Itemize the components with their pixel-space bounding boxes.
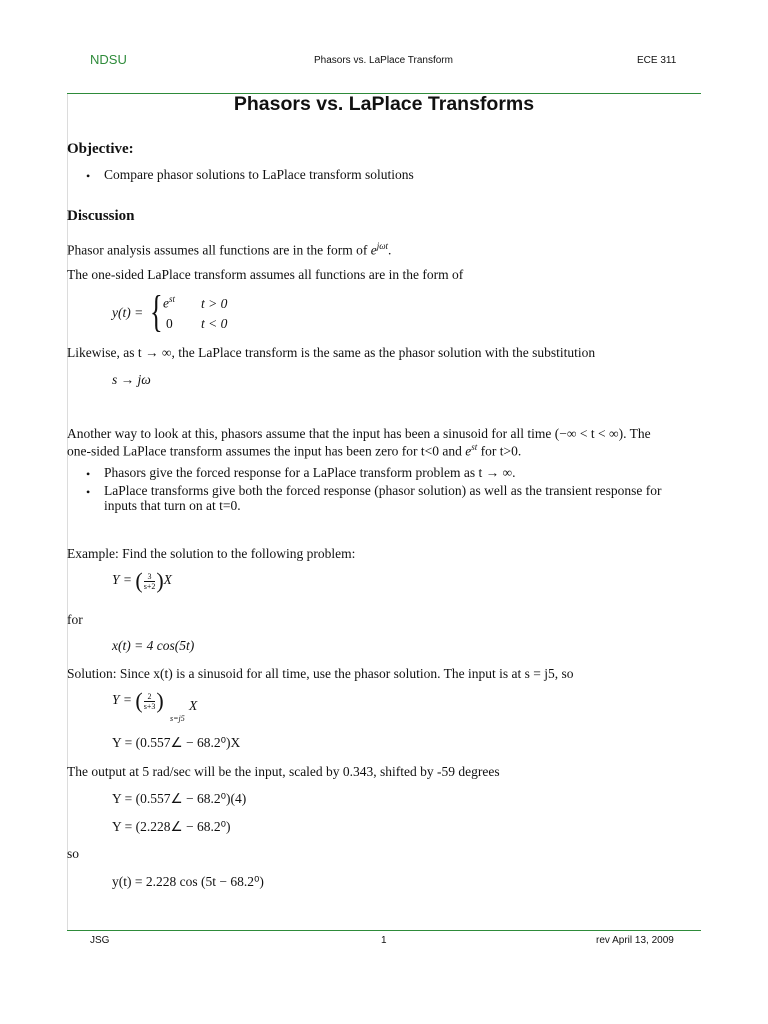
case1-cond-text: t > 0 bbox=[201, 296, 228, 311]
p4-prefix: one-sided LaPlace transform assumes the input has been zero for t<0 and bbox=[67, 443, 466, 459]
eq2 bbox=[112, 638, 194, 654]
case1-e: e bbox=[163, 295, 169, 311]
eq7 bbox=[112, 874, 264, 890]
paren-close: ) bbox=[156, 688, 164, 713]
eq3 bbox=[112, 688, 164, 713]
piecewise-brace: { bbox=[150, 287, 163, 336]
discussion-p4-line2 bbox=[67, 442, 521, 460]
eq3-subscript bbox=[170, 714, 185, 723]
paren-open: ( bbox=[135, 688, 143, 713]
eq3-lhs: Y = bbox=[112, 692, 136, 708]
eq6 bbox=[112, 819, 230, 835]
discussion-bullet1: Phasors give the forced response for a LaPlace transform problem as t → ∞. bbox=[104, 465, 516, 480]
solution-text: Solution: Since x(t) is a sinusoid for all time, use the phasor solution. The input is at s = j5, so bbox=[67, 666, 574, 681]
page-title: Phasors vs. LaPlace Transforms bbox=[233, 93, 535, 115]
eq1-lhs: Y = bbox=[112, 572, 136, 588]
case2-cond-text: t < 0 bbox=[201, 316, 228, 331]
eq4 bbox=[112, 735, 240, 751]
footer-author: JSG bbox=[90, 935, 110, 946]
header-course: ECE 311 bbox=[637, 55, 677, 66]
eq5 bbox=[112, 791, 246, 807]
piecewise-case1-expr bbox=[163, 294, 175, 312]
piecewise-lhs-text: y(t) = bbox=[112, 305, 144, 320]
discussion-heading: Discussion bbox=[67, 208, 135, 224]
eq3-num: 2 bbox=[144, 692, 156, 702]
eq3-rhs bbox=[189, 698, 197, 714]
piecewise-lhs bbox=[112, 305, 143, 321]
piecewise-case2-cond bbox=[201, 316, 227, 332]
header-org: NDSU bbox=[90, 52, 127, 67]
footer-rule bbox=[67, 930, 701, 931]
eq2-text: x(t) = 4 cos(5t) bbox=[112, 638, 195, 653]
eq1-den: s+2 bbox=[143, 581, 156, 591]
discussion-bullet2-line1: LaPlace transforms give both the forced response (phasor solution) as well as the transient response for bbox=[104, 483, 662, 498]
eq6-text: Y = (2.228∠ − 68.2⁰) bbox=[112, 819, 231, 834]
discussion-p2: The one-sided LaPlace transform assumes all functions are in the form of bbox=[67, 267, 464, 282]
header-doc-title: Phasors vs. LaPlace Transform bbox=[314, 55, 453, 66]
p4-e: e bbox=[465, 443, 472, 459]
piecewise-case2-expr: 0 bbox=[166, 316, 173, 331]
substitution-eq bbox=[112, 372, 151, 388]
eq1 bbox=[112, 568, 172, 593]
footer-page-number: 1 bbox=[381, 935, 387, 946]
eq3-fraction bbox=[144, 692, 156, 711]
eq1-fraction bbox=[144, 572, 156, 591]
substitution-text: s → jω bbox=[112, 372, 151, 387]
objective-heading: Objective: bbox=[67, 141, 134, 157]
output-text: The output at 5 rad/sec will be the input, scaled by 0.343, shifted by -59 degrees bbox=[67, 764, 500, 779]
eq4-text: Y = (0.557∠ − 68.2⁰)X bbox=[112, 735, 241, 750]
p1-math: e bbox=[370, 242, 377, 258]
eq1-rhs: X bbox=[163, 572, 172, 588]
paren-close: ) bbox=[156, 568, 164, 593]
bullet-dot: • bbox=[86, 169, 91, 183]
p1-sup: jωt bbox=[376, 241, 389, 251]
footer-revision: rev April 13, 2009 bbox=[596, 935, 674, 946]
for-label: for bbox=[67, 612, 83, 627]
p4-sup: st bbox=[471, 442, 478, 452]
paren-open: ( bbox=[135, 568, 143, 593]
case1-sup: st bbox=[169, 294, 176, 304]
discussion-p1 bbox=[67, 241, 391, 259]
eq7-text: y(t) = 2.228 cos (5t − 68.2⁰) bbox=[112, 874, 264, 889]
eq1-num: 3 bbox=[144, 572, 156, 582]
p4-suffix: for t>0. bbox=[477, 443, 522, 459]
eq3-sub-text: s=j5 bbox=[170, 714, 185, 723]
eq3-den: s+3 bbox=[143, 701, 156, 711]
p1-suffix: . bbox=[388, 242, 392, 258]
discussion-p4-line1: Another way to look at this, phasors assume that the input has been a sinusoid for all time (−∞ < t < ∞). The bbox=[67, 426, 651, 441]
so-label: so bbox=[67, 846, 80, 861]
objective-bullet: Compare phasor solutions to LaPlace transform solutions bbox=[104, 167, 414, 182]
example-intro: Example: Find the solution to the following problem: bbox=[67, 546, 356, 561]
piecewise-case1-cond bbox=[201, 296, 227, 312]
bullet-dot: • bbox=[86, 467, 91, 481]
eq5-text: Y = (0.557∠ − 68.2⁰)(4) bbox=[112, 791, 247, 806]
discussion-p3: Likewise, as t → ∞, the LaPlace transform is the same as the phasor solution with the substitution bbox=[67, 345, 596, 360]
bullet-dot: • bbox=[86, 485, 91, 499]
discussion-bullet2-line2: inputs that turn on at t=0. bbox=[104, 498, 241, 513]
p1-prefix: Phasor analysis assumes all functions are in the form of bbox=[67, 242, 371, 258]
eq3-rhs-text: X bbox=[189, 698, 198, 713]
